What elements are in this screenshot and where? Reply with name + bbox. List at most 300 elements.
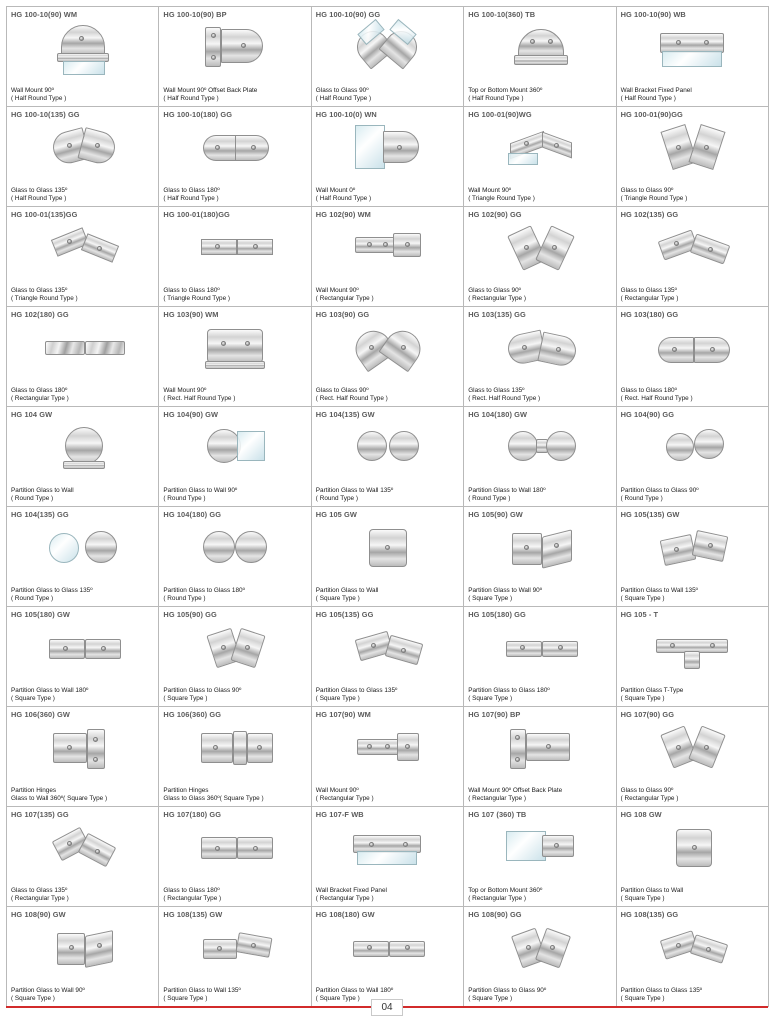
product-illustration	[617, 319, 768, 377]
product-illustration	[159, 519, 310, 577]
product-description: Partition Glass to Wall 180º	[11, 686, 89, 694]
product-code: HG 104(135) GG	[11, 510, 69, 519]
product-cell[interactable]	[464, 407, 616, 507]
product-illustration	[7, 719, 158, 777]
product-image	[327, 19, 447, 77]
product-illustration	[312, 919, 463, 977]
product-code: HG 105(90) GW	[468, 510, 523, 519]
product-image	[327, 519, 447, 577]
product-type: ( Rect. Half Round Type )	[315, 394, 388, 402]
product-cell[interactable]	[464, 807, 616, 907]
screw-icon	[95, 143, 100, 148]
product-type: ( Square Type )	[315, 694, 360, 702]
product-illustration	[464, 919, 615, 977]
product-type: ( Rectangular Type )	[11, 894, 69, 902]
product-caption	[11, 387, 155, 403]
product-illustration	[159, 219, 310, 277]
product-caption	[316, 87, 460, 103]
product-image	[175, 819, 295, 877]
product-cell[interactable]	[464, 207, 616, 307]
product-image	[480, 219, 600, 277]
product-code: HG 104(90) GW	[163, 410, 219, 419]
product-caption	[621, 487, 765, 503]
product-caption	[316, 887, 460, 903]
product-type: ( Round Type )	[620, 494, 663, 502]
product-code: HG 108(90) GG	[468, 910, 522, 919]
product-description: Wall Mount 90º	[11, 86, 54, 94]
product-type: ( Rectangular Type )	[315, 294, 374, 302]
product-illustration	[7, 819, 158, 877]
product-grid	[6, 6, 769, 1007]
product-cell[interactable]	[7, 507, 159, 607]
product-illustration	[159, 719, 310, 777]
product-image	[480, 919, 600, 977]
product-illustration	[7, 19, 158, 77]
wing-right	[85, 341, 125, 355]
product-cell[interactable]	[464, 907, 616, 1007]
product-code: HG 105(135) GG	[315, 610, 374, 619]
screw-icon	[67, 239, 72, 244]
product-description: Wall Mount 90º Offset Back Plate	[468, 786, 563, 794]
product-caption	[163, 87, 307, 103]
product-description: Glass to Glass 90º	[620, 186, 674, 194]
product-image	[327, 719, 447, 777]
product-image	[632, 719, 752, 777]
product-illustration	[464, 619, 615, 677]
product-image	[327, 419, 447, 477]
product-illustration	[7, 419, 158, 477]
screw-icon	[79, 36, 84, 41]
product-image	[23, 19, 143, 77]
screw-icon	[67, 745, 72, 750]
product-image	[632, 819, 752, 877]
product-code: HG 107(135) GG	[11, 810, 69, 819]
product-code: HG 105 - T	[620, 610, 659, 619]
product-caption	[316, 487, 460, 503]
product-type: ( Rectangular Type )	[315, 894, 374, 902]
product-image	[632, 519, 752, 577]
product-cell[interactable]	[312, 507, 464, 607]
product-cell[interactable]	[617, 907, 769, 1007]
product-cell[interactable]	[7, 307, 159, 407]
product-type: ( Rectangular Type )	[468, 794, 526, 802]
product-image	[480, 519, 600, 577]
product-type: ( Half Round Type )	[163, 194, 219, 202]
product-image	[23, 119, 143, 177]
product-caption	[621, 787, 765, 803]
product-code: HG 100-10(180) GG	[163, 110, 233, 119]
product-cell[interactable]	[159, 207, 311, 307]
product-type: ( Square Type )	[620, 994, 665, 1002]
product-caption	[11, 587, 155, 603]
base-plate	[514, 55, 568, 65]
product-type: ( Half Round Type )	[163, 94, 219, 102]
product-cell[interactable]	[464, 607, 616, 707]
product-code: HG 107(180) GG	[163, 810, 222, 819]
screw-icon	[526, 945, 531, 950]
product-illustration	[159, 619, 310, 677]
product-description: Wall Bracket Fixed Panel	[315, 886, 387, 894]
product-caption	[163, 787, 307, 803]
product-illustration	[159, 919, 310, 977]
product-description: Partition Glass to Wall 180º	[315, 986, 394, 994]
product-type: ( Rectangular Type )	[620, 794, 679, 802]
glass-panel	[63, 61, 105, 75]
product-image	[632, 919, 752, 977]
product-illustration	[464, 819, 615, 877]
product-type: ( Square Type )	[620, 894, 665, 902]
product-image	[23, 919, 143, 977]
product-caption	[621, 887, 765, 903]
product-illustration	[7, 919, 158, 977]
product-description: Partition Glass T-Type	[620, 686, 684, 694]
product-illustration	[617, 519, 768, 577]
product-illustration	[464, 19, 615, 77]
product-code: HG 100-10(90) WM	[11, 10, 78, 19]
product-caption	[621, 87, 765, 103]
product-image	[23, 219, 143, 277]
product-cell[interactable]	[312, 7, 464, 107]
product-code: HG 104 GW	[11, 410, 53, 419]
product-description: Glass to Glass 135º	[11, 186, 68, 194]
product-code: HG 100-10(90) WB	[620, 10, 686, 19]
screw-icon	[67, 841, 72, 846]
product-description: Partition Hinges	[163, 786, 209, 794]
product-illustration	[312, 319, 463, 377]
product-image	[480, 419, 600, 477]
product-image	[480, 319, 600, 377]
screw-icon	[101, 646, 106, 651]
product-description: Wall Mount 90º	[163, 386, 207, 394]
product-cell[interactable]	[7, 707, 159, 807]
product-type: ( Round Type )	[11, 494, 54, 502]
product-description: Wall Mount 90º Offset Back Plate	[163, 86, 258, 94]
product-type: ( Square Type )	[315, 994, 360, 1002]
product-description: Wall Mount 90º	[315, 286, 359, 294]
product-image	[175, 719, 295, 777]
product-description: Glass to Glass 90º	[468, 286, 521, 294]
screw-icon	[548, 39, 553, 44]
glass-side	[85, 930, 113, 968]
product-description: Wall Mount 90º	[468, 186, 512, 194]
product-illustration	[312, 519, 463, 577]
product-cell[interactable]	[464, 707, 616, 807]
product-cell[interactable]	[617, 307, 769, 407]
round-cap-left	[357, 431, 387, 461]
product-illustration	[312, 819, 463, 877]
product-cell[interactable]	[312, 107, 464, 207]
product-caption	[316, 787, 460, 803]
product-cell[interactable]	[159, 407, 311, 507]
product-type: ( Square Type )	[620, 594, 665, 602]
product-illustration	[159, 319, 310, 377]
product-code: HG 105(135) GW	[620, 510, 680, 519]
product-code: HG 102(180) GG	[11, 310, 69, 319]
product-cell[interactable]	[464, 307, 616, 407]
screw-icon	[554, 843, 559, 848]
product-code: HG 102(90) GG	[468, 210, 522, 219]
product-cell[interactable]	[159, 307, 311, 407]
product-code: HG 105 GW	[315, 510, 357, 519]
product-cell[interactable]	[7, 607, 159, 707]
product-type: ( Square Type )	[163, 694, 208, 702]
screw-icon	[524, 141, 529, 146]
product-illustration	[464, 319, 615, 377]
product-image	[175, 19, 295, 77]
product-description: Glass to Glass 90º	[620, 786, 674, 794]
product-type: ( Half Round Type )	[11, 194, 67, 202]
product-caption	[163, 887, 307, 903]
product-type: ( Triangle Round Type )	[620, 194, 688, 202]
product-type: Glass to Wall 360º( Square Type )	[11, 794, 108, 802]
product-description: Partition Glass to Wall 135º	[620, 586, 698, 594]
screw-icon	[558, 645, 563, 650]
round-cap-right	[85, 531, 117, 563]
product-cell[interactable]	[617, 7, 769, 107]
product-type: ( Square Type )	[11, 694, 55, 702]
screw-icon	[524, 545, 529, 550]
screw-icon	[93, 757, 98, 762]
product-type: ( Half Round Type )	[620, 94, 676, 102]
product-type: ( Square Type )	[468, 994, 513, 1002]
product-cell[interactable]	[617, 807, 769, 907]
product-illustration	[312, 219, 463, 277]
product-code: HG 105(90) GG	[163, 610, 217, 619]
round-cap-right	[389, 431, 419, 461]
product-cell[interactable]	[159, 507, 311, 607]
product-description: Partition Glass to Wall 135º	[163, 986, 241, 994]
product-image	[480, 819, 600, 877]
product-description: Partition Glass to Wall 135º	[315, 486, 394, 494]
product-description: Partition Glass to Glass 135º	[315, 686, 398, 694]
product-image	[480, 619, 600, 677]
product-code: HG 100-01(90)WG	[468, 110, 532, 119]
product-description: Partition Glass to Glass 180º	[468, 686, 550, 694]
product-code: HG 104(90) GG	[620, 410, 675, 419]
product-image	[175, 919, 295, 977]
glass-panel	[355, 125, 385, 169]
product-image	[23, 619, 143, 677]
product-caption	[316, 287, 460, 303]
product-illustration	[159, 19, 310, 77]
product-caption	[163, 187, 307, 203]
product-cell[interactable]	[617, 207, 769, 307]
product-cell[interactable]	[159, 807, 311, 907]
product-code: HG 108 GW	[620, 810, 662, 819]
product-description: Top or Bottom Mount 360º	[468, 886, 543, 894]
product-image	[480, 719, 600, 777]
product-illustration	[617, 119, 768, 177]
product-cell[interactable]	[7, 407, 159, 507]
product-type: ( Half Round Type )	[315, 94, 372, 102]
round-cap-right	[694, 429, 724, 459]
product-cell[interactable]	[617, 107, 769, 207]
product-type: ( Round Type )	[315, 494, 358, 502]
product-illustration	[312, 19, 463, 77]
product-illustration	[617, 719, 768, 777]
product-illustration	[617, 619, 768, 677]
product-cell[interactable]	[159, 107, 311, 207]
product-caption	[163, 487, 307, 503]
product-code: HG 100-10(360) TB	[468, 10, 536, 19]
product-description: Top or Bottom Mount 360º	[468, 86, 543, 94]
product-cell[interactable]	[159, 7, 311, 107]
product-image	[175, 419, 295, 477]
product-type: ( Half Round Type )	[11, 94, 67, 102]
product-cell[interactable]	[312, 207, 464, 307]
product-caption	[11, 887, 155, 903]
product-image	[327, 319, 447, 377]
product-cell[interactable]	[312, 307, 464, 407]
product-code: HG 106(360) GG	[163, 710, 222, 719]
product-cell[interactable]	[312, 707, 464, 807]
page-number: 04	[371, 999, 403, 1016]
screw-icon	[524, 245, 529, 250]
glass-side	[542, 529, 572, 568]
product-description: Glass to Glass 180º	[11, 386, 68, 394]
product-cell[interactable]	[312, 807, 464, 907]
product-code: HG 107(90) GG	[620, 710, 675, 719]
product-illustration	[312, 419, 463, 477]
product-image	[327, 919, 447, 977]
product-type: ( Square Type )	[163, 994, 208, 1002]
screw-icon	[515, 757, 520, 762]
product-illustration	[617, 819, 768, 877]
product-image	[327, 619, 447, 677]
product-cell[interactable]	[7, 7, 159, 107]
product-illustration	[617, 19, 768, 77]
product-caption	[621, 587, 765, 603]
product-illustration	[617, 219, 768, 277]
wing-left	[45, 341, 85, 355]
wing-left	[203, 135, 237, 161]
product-type: Glass to Glass 360º( Square Type )	[163, 794, 264, 802]
bracket-body	[660, 33, 724, 53]
product-caption	[316, 587, 460, 603]
product-image	[480, 119, 600, 177]
product-cell[interactable]	[617, 407, 769, 507]
product-description: Glass to Glass 90º	[315, 86, 369, 94]
product-description: Partition Glass to Glass 90º	[620, 486, 699, 494]
product-description: Glass to Glass 135º	[620, 286, 677, 294]
glass-panel	[237, 431, 265, 461]
wall-plate	[355, 237, 395, 253]
product-cell[interactable]	[159, 607, 311, 707]
product-description: Partition Glass to Wall	[620, 886, 684, 894]
product-cell[interactable]	[617, 707, 769, 807]
product-code: HG 108(135) GW	[163, 910, 223, 919]
product-image	[23, 319, 143, 377]
product-cell[interactable]	[7, 807, 159, 907]
glass-panel	[506, 831, 546, 861]
product-caption	[621, 387, 765, 403]
product-caption	[11, 787, 155, 803]
product-description: Glass to Glass 180º	[163, 886, 220, 894]
product-image	[327, 219, 447, 277]
product-cell[interactable]	[7, 207, 159, 307]
product-type: ( Rectangular Type )	[468, 894, 526, 902]
product-caption	[11, 87, 155, 103]
product-caption	[621, 187, 765, 203]
product-description: Partition Glass to Glass 135º	[620, 986, 703, 994]
product-caption	[468, 387, 612, 403]
product-cell[interactable]	[7, 907, 159, 1007]
product-illustration	[617, 419, 768, 477]
product-cell[interactable]	[312, 907, 464, 1007]
product-code: HG 105(180) GG	[468, 610, 526, 619]
screw-icon	[520, 645, 525, 650]
product-cell[interactable]	[159, 707, 311, 807]
product-type: ( Square Type )	[620, 694, 665, 702]
product-caption	[468, 587, 612, 603]
product-caption	[316, 387, 460, 403]
product-cell[interactable]	[312, 607, 464, 707]
round-cap	[65, 427, 103, 465]
glass-panel	[508, 153, 538, 165]
product-description: Wall Mount 0º	[315, 186, 356, 194]
product-illustration	[7, 219, 158, 277]
product-description: Partition Glass to Wall	[315, 586, 379, 594]
page-footer	[0, 998, 774, 1024]
product-image	[175, 219, 295, 277]
screw-icon	[69, 945, 74, 950]
product-description: Partition Glass to Wall	[11, 486, 74, 494]
product-image	[632, 219, 752, 277]
product-cell[interactable]	[312, 407, 464, 507]
product-image	[23, 419, 143, 477]
product-type: ( Rect. Half Round Type )	[620, 394, 693, 402]
product-cell[interactable]	[159, 907, 311, 1007]
round-cap-right	[235, 531, 267, 563]
product-code: HG 100-10(90) GG	[315, 10, 381, 19]
product-type: ( Rectangular Type )	[315, 794, 374, 802]
round-cap-left	[508, 431, 538, 461]
product-type: ( Triangle Round Type )	[468, 194, 535, 202]
product-illustration	[464, 219, 615, 277]
product-description: Glass to Glass 135º	[468, 386, 525, 394]
product-caption	[11, 687, 155, 703]
product-caption	[163, 287, 307, 303]
half-round-body	[518, 29, 564, 57]
product-cell[interactable]	[464, 7, 616, 107]
product-type: ( Round Type )	[468, 494, 511, 502]
round-cap-left	[203, 531, 235, 563]
product-code: HG 105(180) GW	[11, 610, 70, 619]
product-illustration	[7, 519, 158, 577]
product-caption	[163, 387, 307, 403]
product-type: ( Rect. Half Round Type )	[163, 394, 236, 402]
product-type: ( Triangle Round Type )	[163, 294, 231, 302]
product-cell[interactable]	[617, 507, 769, 607]
product-caption	[468, 187, 612, 203]
product-type: ( Half Round Type )	[468, 94, 524, 102]
product-cell[interactable]	[617, 607, 769, 707]
product-image	[327, 119, 447, 177]
product-illustration	[159, 419, 310, 477]
product-caption	[11, 187, 155, 203]
product-cell[interactable]	[464, 507, 616, 607]
product-image	[632, 319, 752, 377]
product-code: HG 103(135) GG	[468, 310, 526, 319]
screw-icon	[515, 735, 520, 740]
round-cap-right	[546, 431, 576, 461]
product-cell[interactable]	[7, 107, 159, 207]
body	[207, 329, 263, 363]
stem	[684, 651, 700, 669]
product-code: HG 107-F WB	[315, 810, 364, 819]
screw-icon	[97, 246, 102, 251]
product-cell[interactable]	[464, 107, 616, 207]
